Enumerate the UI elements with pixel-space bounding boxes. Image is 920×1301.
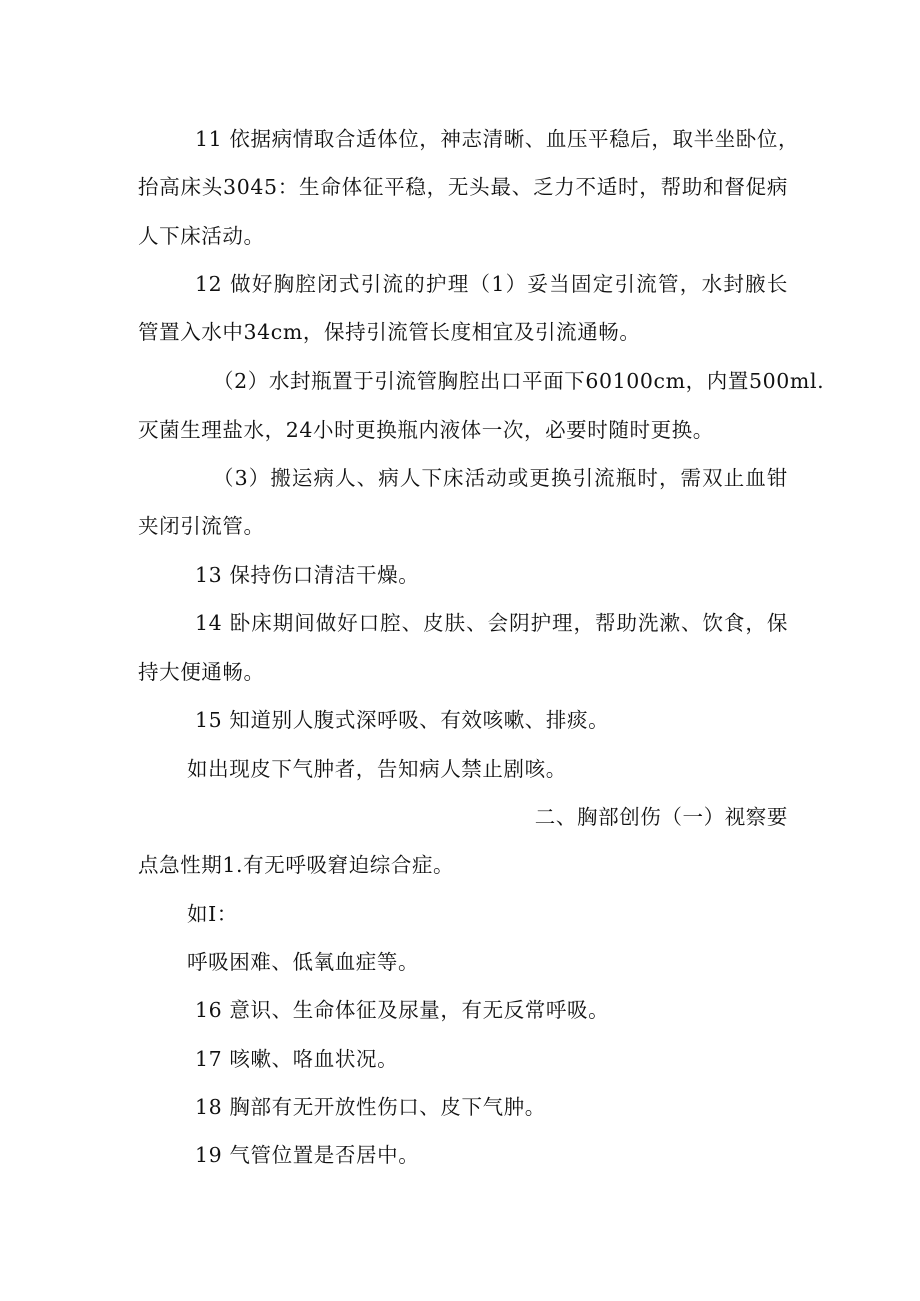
subcutaneous-emphysema-note: 如出现皮下气肿者，告知病人禁止剧咳。	[187, 757, 567, 781]
symptom-line: 呼吸困难、低氧血症等。	[187, 950, 420, 974]
paragraph-17: 17 咳嗽、咯血状况。	[195, 1047, 399, 1071]
paragraph-18: 18 胸部有无开放性伤口、皮下气肿。	[195, 1095, 546, 1119]
paragraph-15: 15 知道别人腹式深呼吸、有效咳嗽、排痰。	[195, 708, 610, 732]
paragraph-14-line-2: 持大便通畅。	[138, 660, 265, 684]
example-label: 如I：	[187, 902, 238, 926]
paragraph-19: 19 气管位置是否居中。	[195, 1143, 420, 1167]
section-heading-chest-trauma: 二、胸部创伤（一）视察要	[534, 805, 788, 829]
paragraph-11-line-2: 抬高床头3045：生命体征平稳，无头最、乏力不适时，帮助和督促病	[138, 175, 788, 199]
paragraph-13: 13 保持伤口清洁干燥。	[195, 563, 420, 587]
paragraph-16: 16 意识、生命体征及尿量，有无反常呼吸。	[195, 998, 610, 1022]
item-3-line-2: 夹闭引流管。	[138, 514, 265, 538]
acute-phase-line: 点急性期1.有无呼吸窘迫综合症。	[138, 853, 455, 877]
item-2-line-2: 灭菌生理盐水，24小时更换瓶内液体一次，必要时随时更换。	[138, 418, 714, 442]
paragraph-11-line-3: 人下床活动。	[138, 224, 265, 248]
paragraph-12-line-1: 12 做好胸腔闭式引流的护理（1）妥当固定引流管，水封腋长	[195, 272, 788, 296]
paragraph-14-line-1: 14 卧床期间做好口腔、皮肤、会阴护理，帮助洗漱、饮食，保	[195, 611, 788, 635]
paragraph-11-line-1: 11 依据病情取合适体位，神志清晰、血压平稳后，取半坐卧位，	[195, 127, 800, 151]
item-2-line-1: （2）水封瓶置于引流管胸腔出口平面下60100cm，内置500ml.	[213, 369, 825, 393]
item-3-line-1: （3）搬运病人、病人下床活动或更换引流瓶时，需双止血钳	[213, 466, 788, 490]
paragraph-12-line-2: 管置入水中34cm，保持引流管长度相宜及引流通畅。	[138, 320, 641, 344]
